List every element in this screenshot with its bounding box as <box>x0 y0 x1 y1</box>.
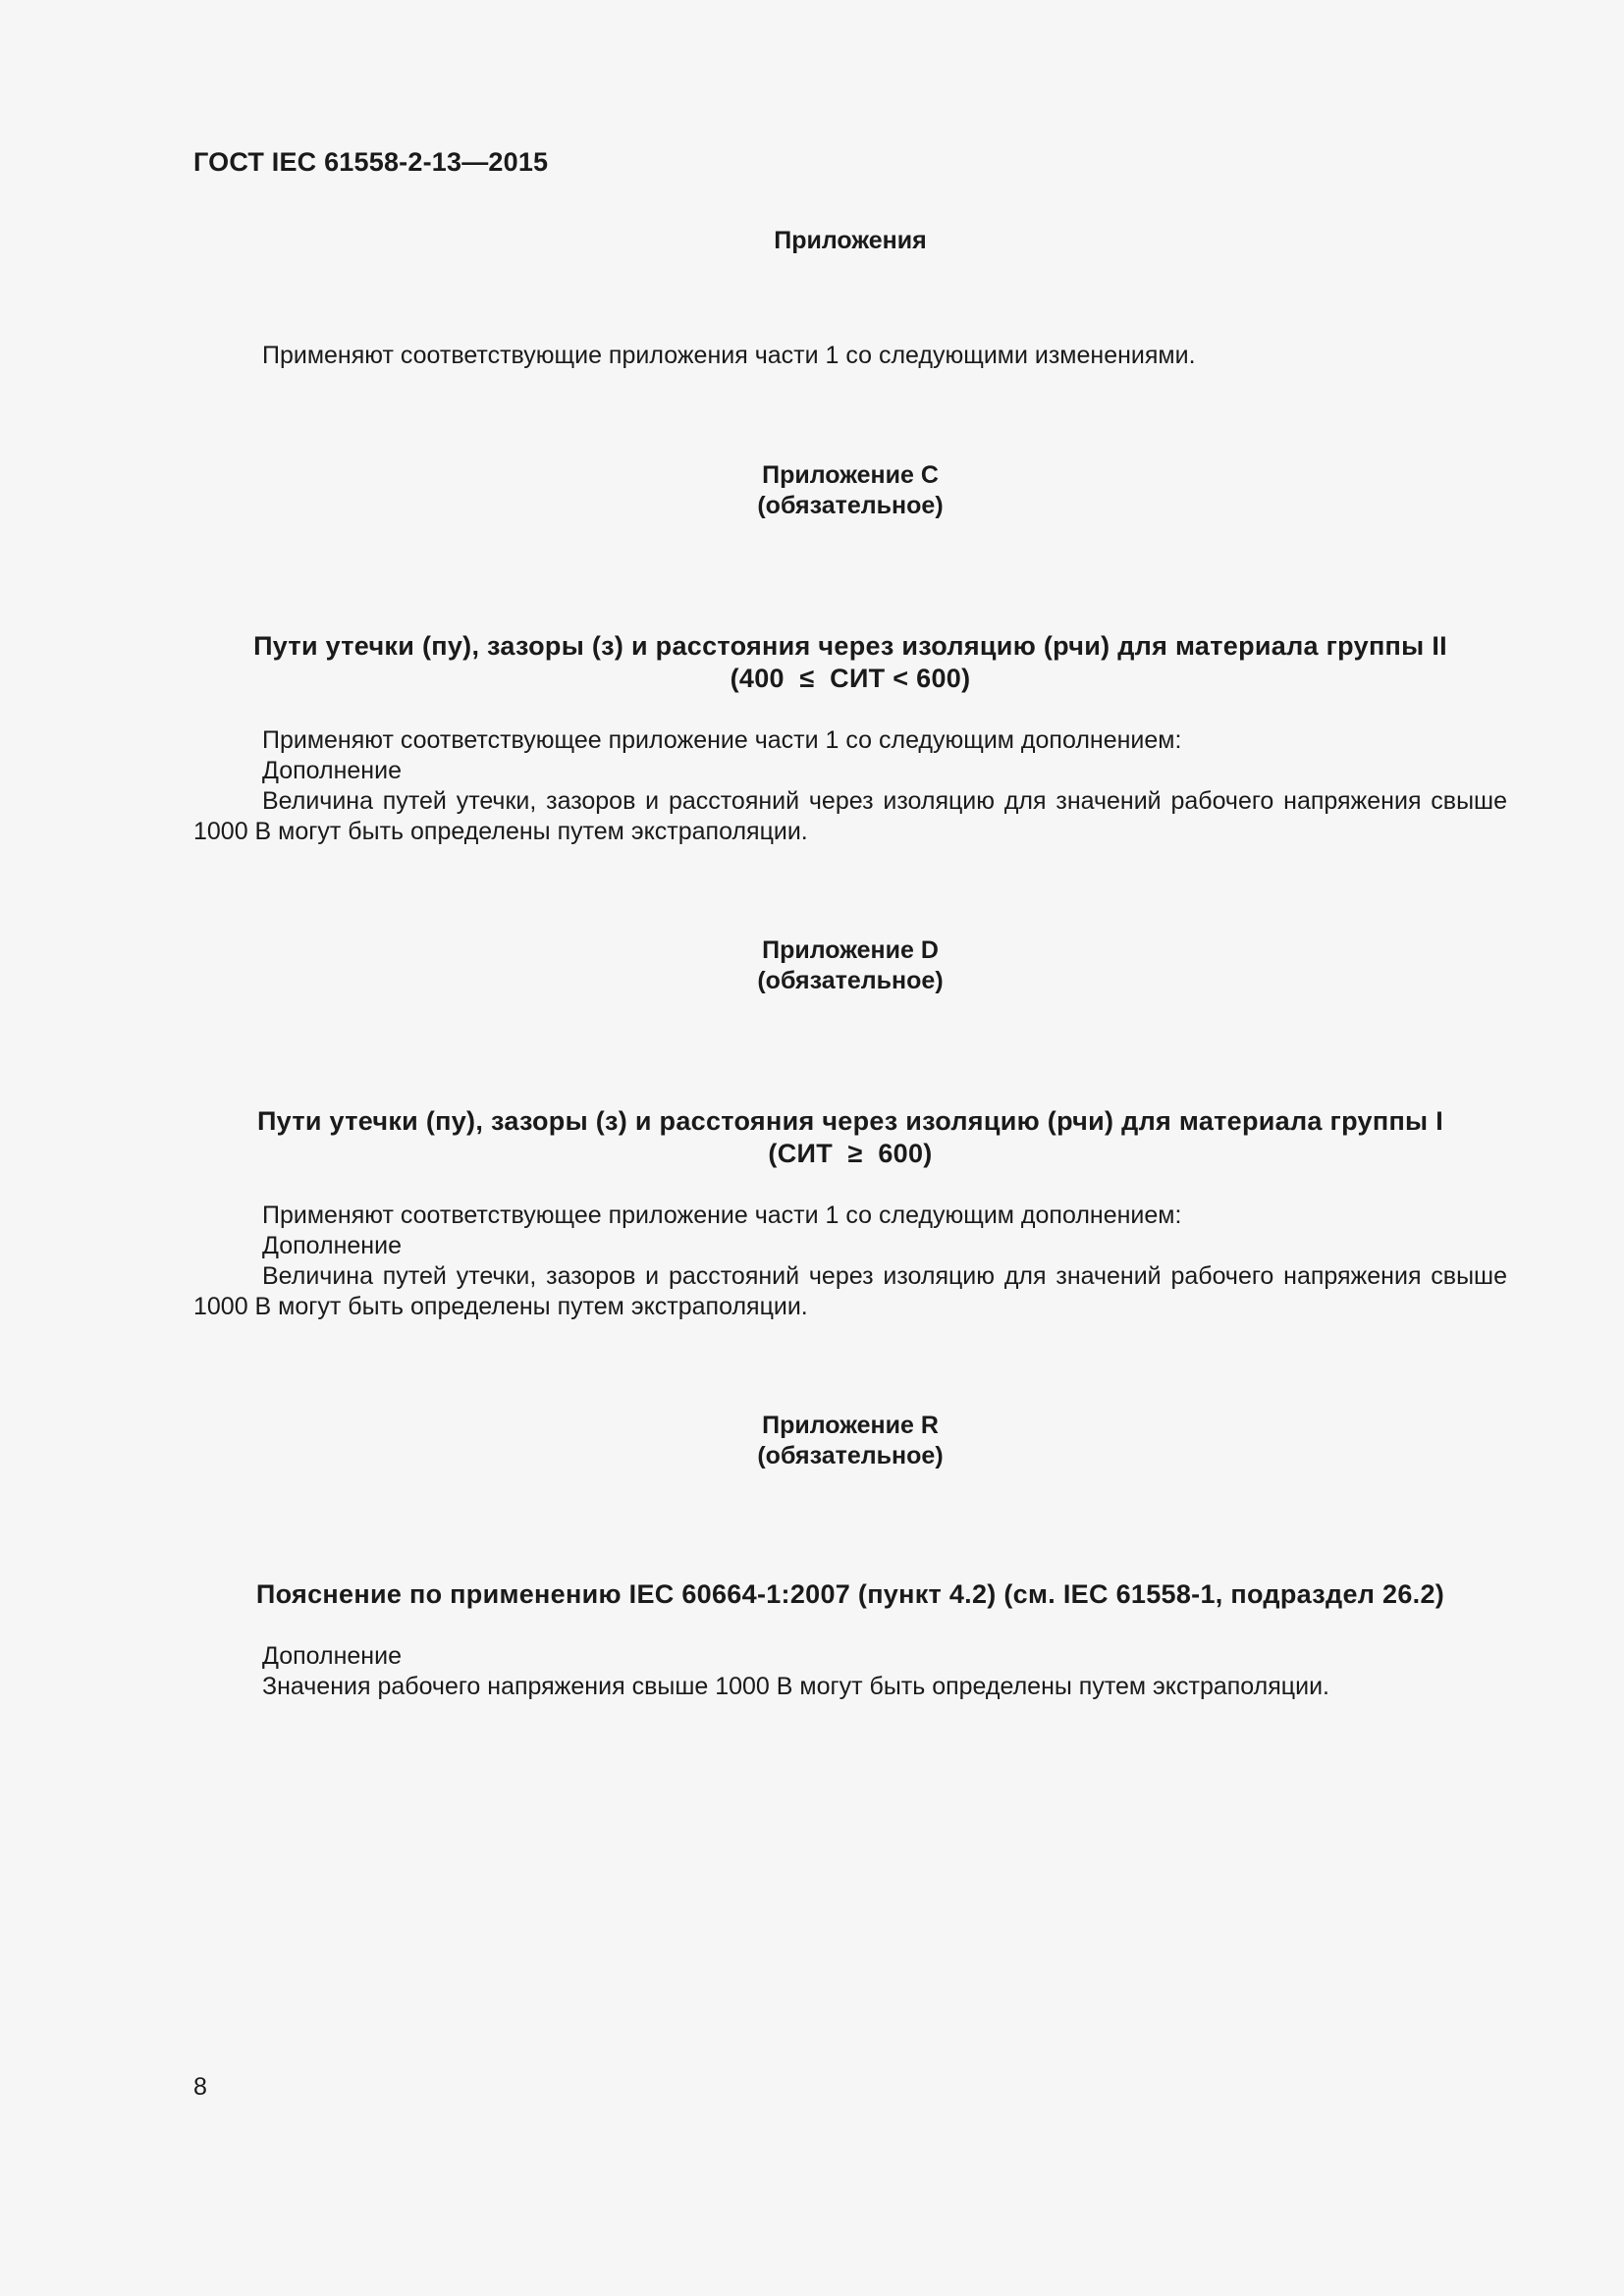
annexes-intro-text: Применяют соответствующие приложения части 1 со следующими изменениями. <box>262 342 1196 369</box>
annex-d-status: (обязательное) <box>757 967 944 994</box>
annex-c-para3: Величина путей утечки, зазоров и расстояний через изоляцию для значений рабочего напряжения свыше 1000 В могут быть определены путем экстраполяции. <box>193 787 1507 845</box>
annex-d-para1: Применяют соответствующее приложение части 1 со следующим дополнением: <box>262 1201 1182 1229</box>
annex-r-status: (обязательное) <box>757 1442 944 1469</box>
annex-c-status: (обязательное) <box>757 492 944 519</box>
annex-d-para3: Величина путей утечки, зазоров и расстояний через изоляцию для значений рабочего напряжения свыше 1000 В могут быть определены путем экстраполяции. <box>193 1262 1507 1320</box>
annex-c-label: Приложение C <box>762 461 939 489</box>
annex-c-heading <box>193 460 1507 521</box>
annex-c-para2: Дополнение <box>262 757 402 784</box>
document-code: ГОСТ IEC 61558-2-13—2015 <box>193 147 549 177</box>
annex-c-para1: Применяют соответствующее приложение части 1 со следующим дополнением: <box>262 726 1182 754</box>
annex-c-body <box>193 725 1507 847</box>
annex-r-body <box>193 1641 1507 1702</box>
annex-d-para2: Дополнение <box>262 1232 402 1259</box>
annex-d-title-line2: (СИТ ≥ 600) <box>768 1139 933 1168</box>
page-number: 8 <box>193 2073 207 2101</box>
annex-c-title-line2: (400 ≤ СИТ < 600) <box>730 664 971 693</box>
annex-d-label: Приложение D <box>762 936 939 964</box>
annex-r-para1: Дополнение <box>262 1642 402 1670</box>
annex-d-body <box>193 1201 1507 1322</box>
annex-r-para2: Значения рабочего напряжения свыше 1000 В могут быть определены путем экстраполяции. <box>262 1673 1329 1700</box>
annex-r-label: Приложение R <box>762 1412 939 1439</box>
annex-c-title-line1: Пути утечки (пу), зазоры (з) и расстояния через изоляцию (рчи) для материала группы II <box>253 631 1447 661</box>
annex-d-heading <box>193 935 1507 996</box>
annex-d-title <box>193 1105 1507 1170</box>
annex-d-title-line1: Пути утечки (пу), зазоры (з) и расстояния через изоляцию (рчи) для материала группы I <box>256 1106 1444 1136</box>
annex-c-title <box>193 630 1507 695</box>
annex-r-title: Пояснение по применению IEC 60664-1:2007 (пункт 4.2) (см. IEC 61558-1, подраздел 26.2) <box>255 1579 1445 1609</box>
annex-r-heading <box>193 1411 1507 1471</box>
annexes-heading: Приложения <box>774 227 927 254</box>
